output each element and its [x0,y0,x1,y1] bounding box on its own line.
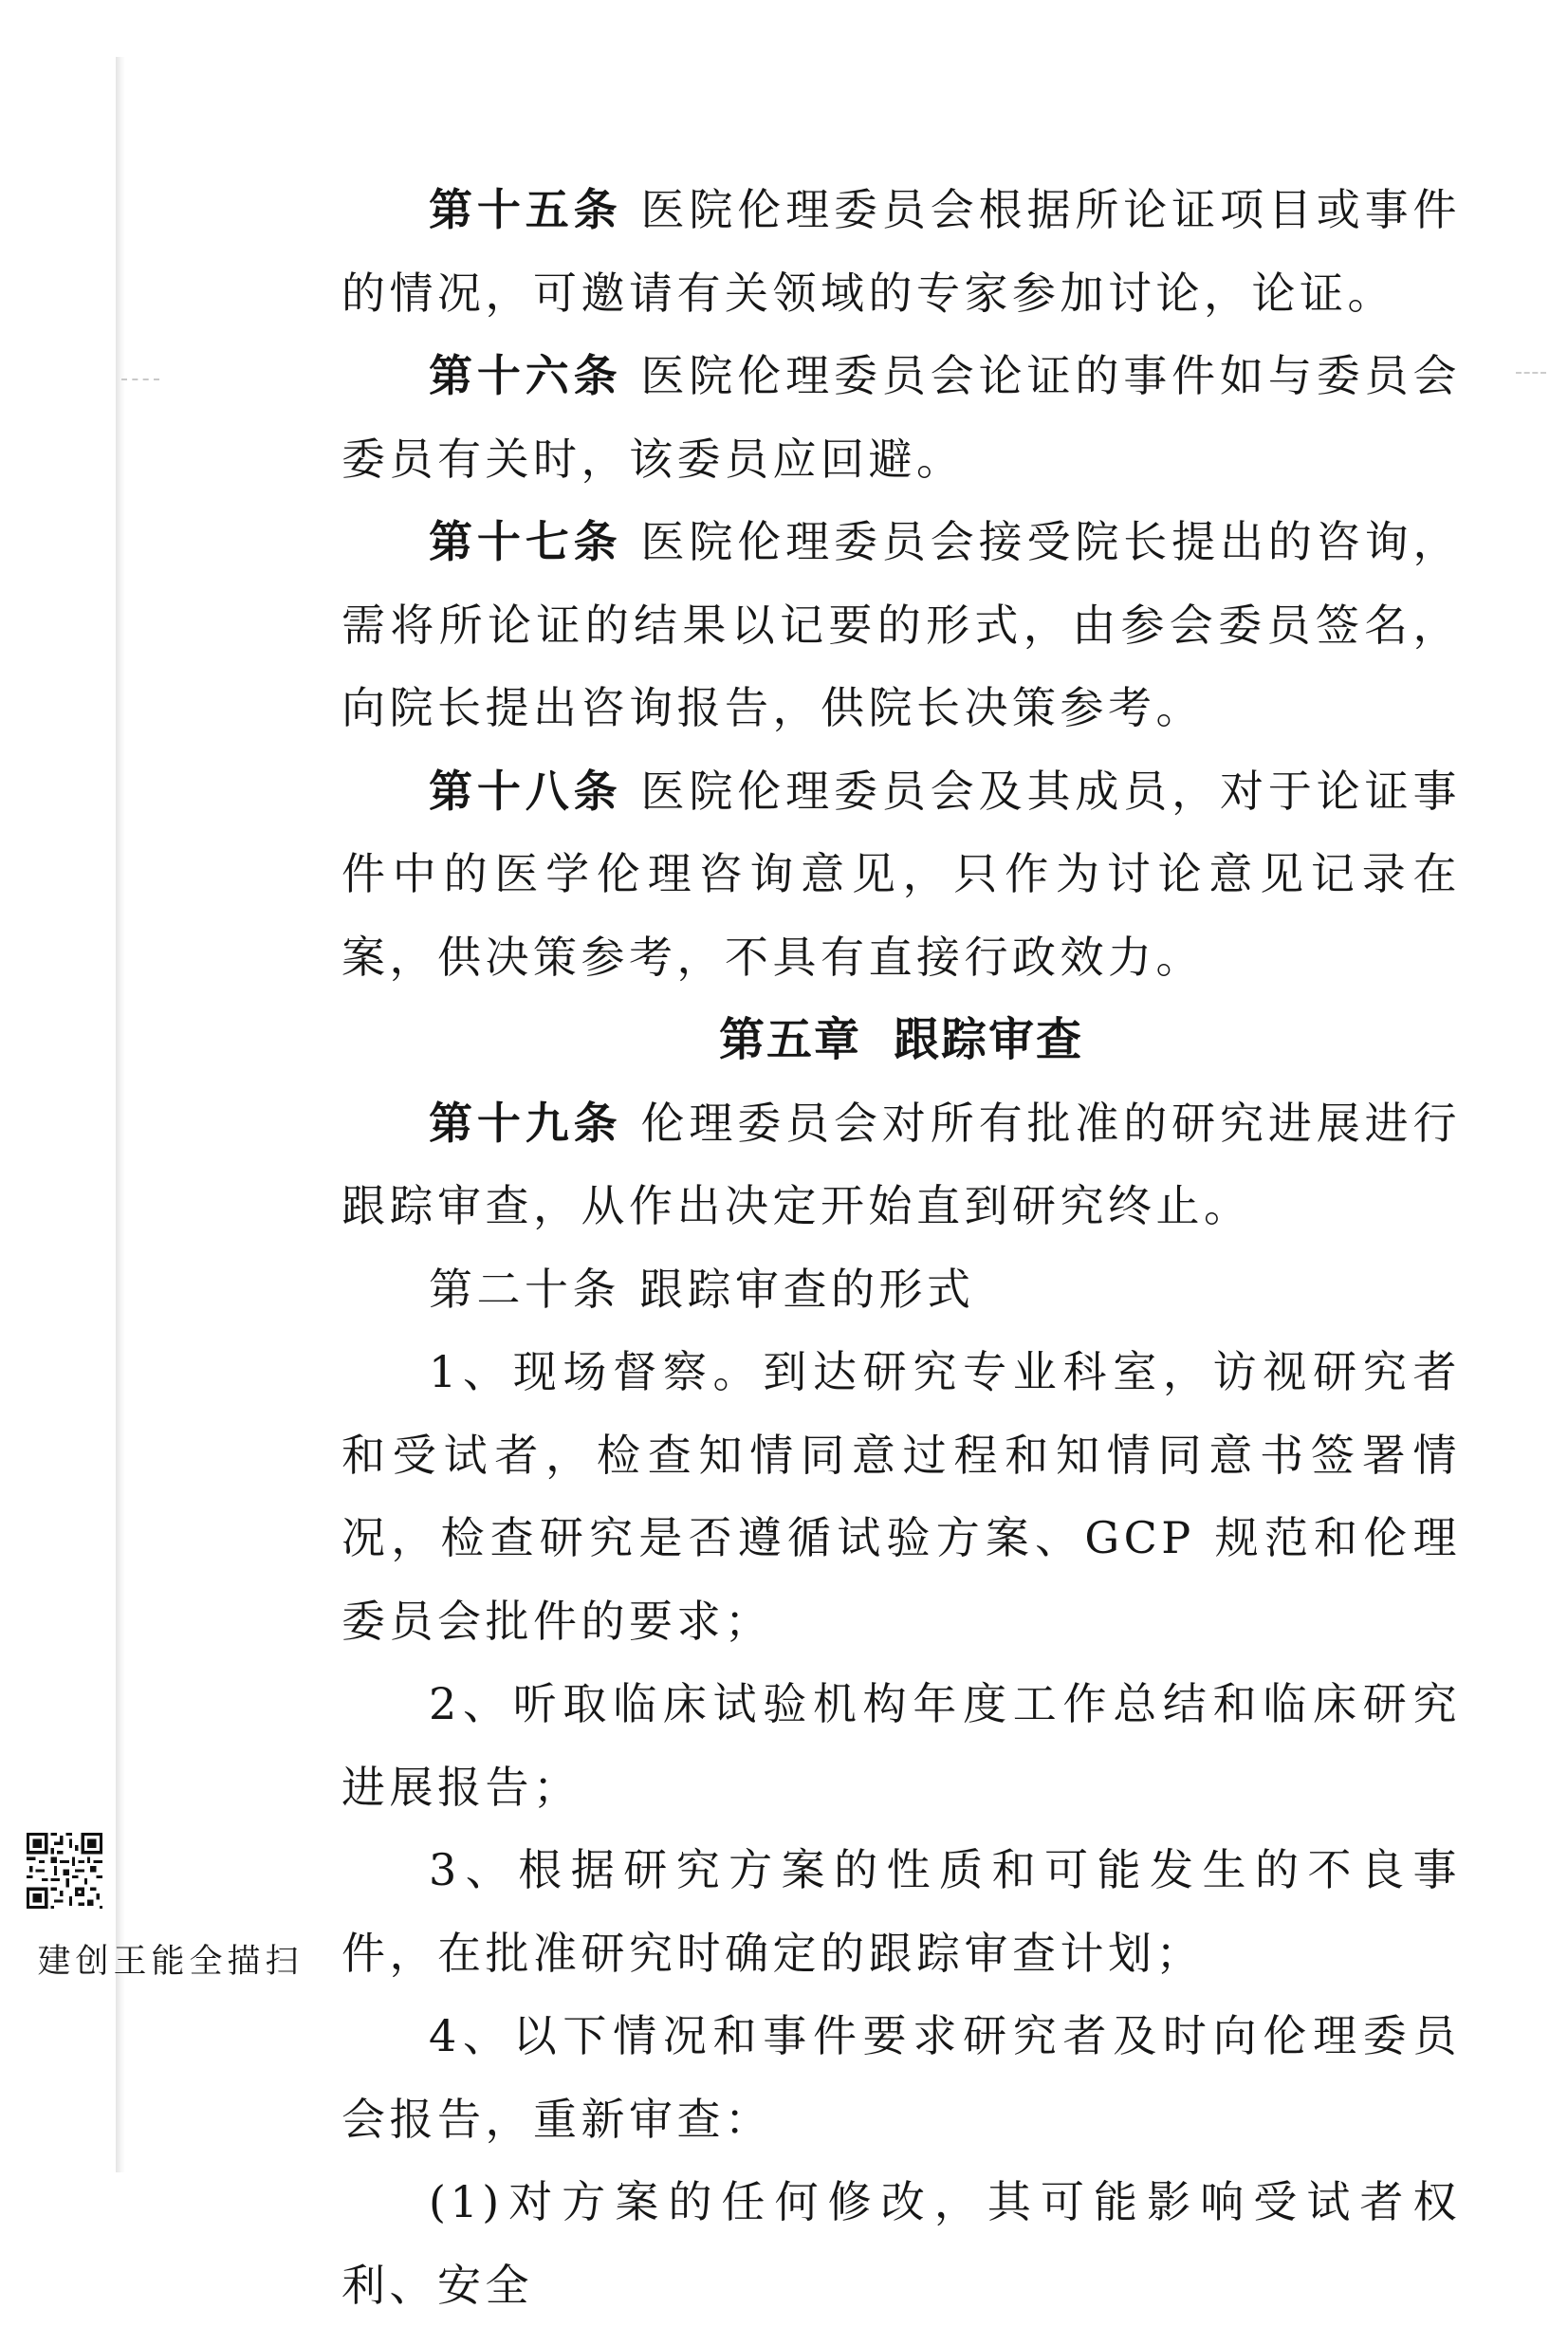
article-text: 医院伦理委员会接受院长提出的咨询，需将所论证的结果以记要的形式，由参会委员签名，向院长提出咨询报告，供院长决策参考。 [341,516,1461,733]
watermark-text: 扫描全能王 创建 [32,1943,298,1982]
article-text: 跟踪审查的形式 [639,1263,975,1315]
article-19 [341,1082,1461,1248]
article-15 [341,169,1461,335]
scan-edge-shadow [116,57,125,2172]
qr-code-icon [27,1833,102,1909]
article-label: 第十五条 [429,184,622,235]
list-item: 2、听取临床试验机构年度工作总结和临床研究进展报告； [341,1678,1461,1813]
article-text: 医院伦理委员会根据所论证项目或事件的情况，可邀请有关领域的专家参加讨论，论证。 [341,184,1461,319]
chapter-heading [341,999,1461,1082]
article-label: 第十八条 [429,765,622,817]
article-label: 第十七条 [429,516,622,567]
article-text: 医院伦理委员会及其成员，对于论证事件中的医学伦理咨询意见，只作为讨论意见记录在案，供决策参考，不具有直接行政效力。 [341,765,1461,983]
article-label: 第十九条 [429,1097,622,1149]
scan-dash-mark [1516,372,1546,374]
list-item: 4、以下情况和事件要求研究者及时向伦理委员会报告，重新审查： [341,2010,1461,2145]
chapter-title: 跟踪审查 [894,1013,1084,1066]
list-item: (1)对方案的任何修改，其可能影响受试者权利、安全 [341,2176,1461,2311]
article-16 [341,335,1461,501]
chapter-label: 第五章 [718,1013,861,1066]
article-text: 医院伦理委员会论证的事件如与委员会委员有关时，该委员应回避。 [341,350,1461,485]
article-18 [341,750,1461,1000]
list-item: 1、现场督察。到达研究专业科室，访视研究者和受试者，检查知情同意过程和知情同意书签署情况，检查研究是否遵循试验方案、GCP 规范和伦理委员会批件的要求； [341,1346,1461,1647]
article-text: 伦理委员会对所有批准的研究进展进行跟踪审查，从作出决定开始直到研究终止。 [341,1097,1461,1231]
article-17 [341,501,1461,750]
article-label: 第十六条 [429,350,622,401]
scan-dash-mark [121,379,159,380]
article-label: 第二十条 [429,1263,620,1315]
list-item: 3、根据研究方案的性质和可能发生的不良事件，在批准研究时确定的跟踪审查计划； [341,1844,1461,1979]
document-body [341,169,1461,2327]
article-20 [341,1248,1461,1332]
